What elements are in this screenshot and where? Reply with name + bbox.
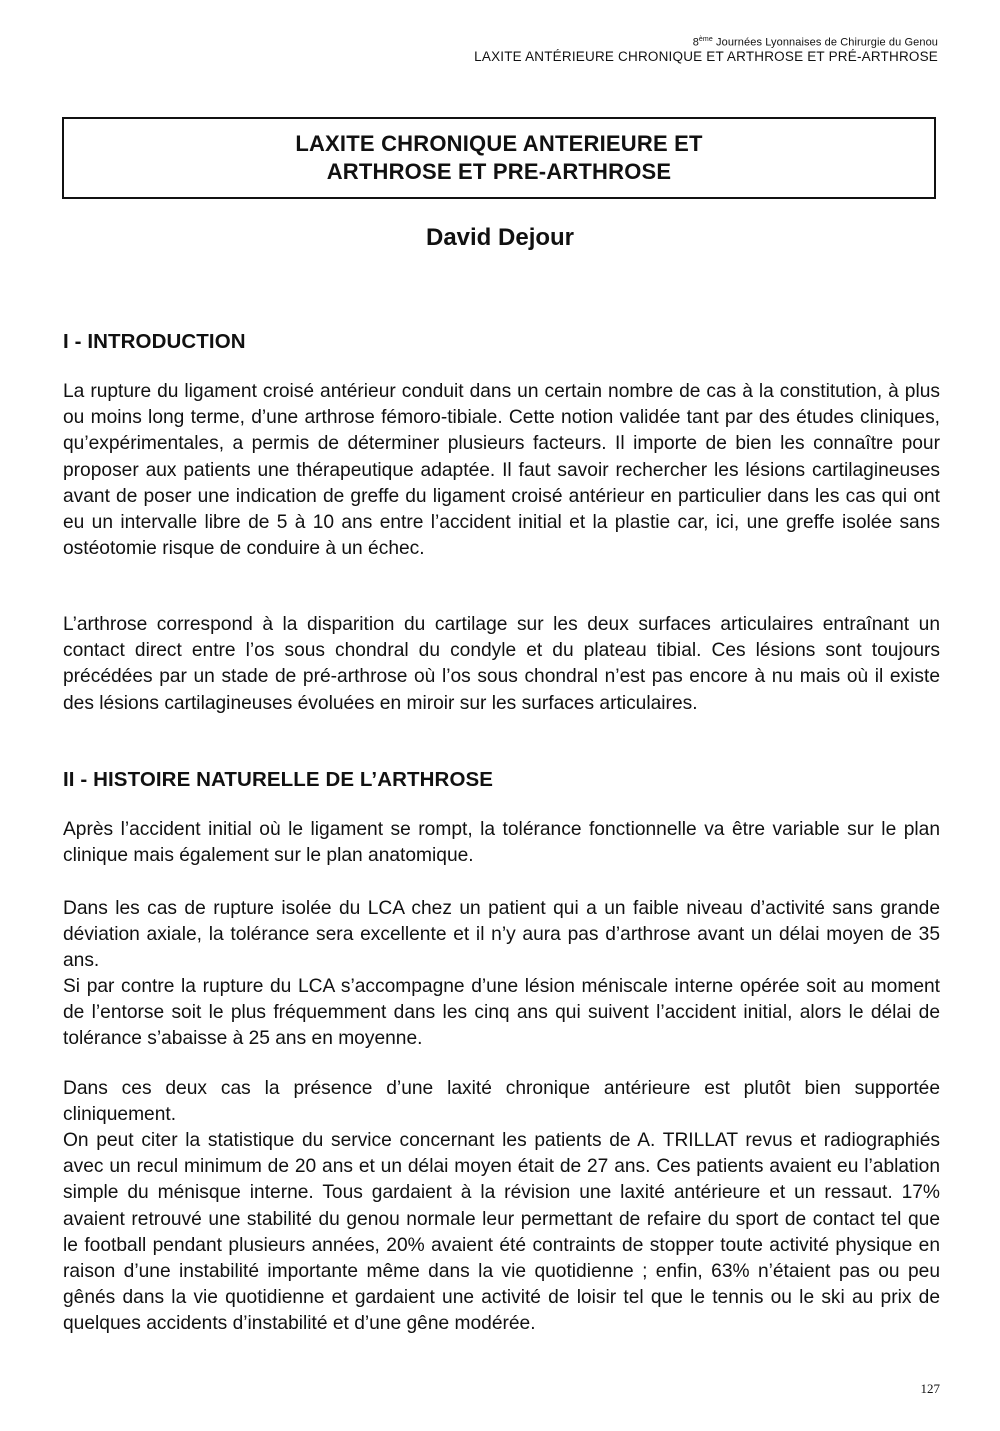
paragraph-intro-2: L’arthrose correspond à la disparition du cartilage sur les deux surfaces articulaires entraînant un contact direct entre l’os sous chondral du condyle et du plateau tibial. Ces lésions sont toujours précédées par un stade de pré-arthrose où l’os sous chondral n’est pas encore à nu mais où il existe des lésions cartilagineuses évoluées en miroir sur les surfaces articulaires.: [63, 614, 940, 714]
header-article-title: LAXITE ANTÉRIEURE CHRONIQUE ET ARTHROSE ET PRÉ-ARTHROSE: [474, 49, 938, 65]
paragraph-histoire-2: Dans les cas de rupture isolée du LCA chez un patient qui a un faible niveau d’activité sans grande déviation axiale, la tolérance sera excellente et il n’y aura pas d’arthrose avant un délai moyen de 35 ans.: [63, 898, 940, 972]
header-conference-line: [474, 36, 938, 49]
paragraph-intro-1: La rupture du ligament croisé antérieur conduit dans un certain nombre de cas à la constitution, à plus ou moins long terme, d’une arthrose fémoro-tibiale. Cette notion validée tant par des études cliniques, qu’expérimentales, a permis de déterminer plusieurs facteurs. Il importe de bien les connaître pour proposer aux patients une thérapeutique adaptée. Il faut savoir rechercher les lésions cartilagineuses avant de poser une indication de greffe du ligament croisé antérieur en particulier dans les cas qui ont eu un intervalle libre de 5 à 10 ans entre l’accident initial et la plastie car, ici, une greffe isolée sans ostéotomie risque de conduire à un échec.: [63, 381, 940, 560]
paragraph-histoire-5: On peut citer la statistique du service concernant les patients de A. TRILLAT revus et radiographiés avec un recul minimum de 20 ans et un délai moyen était de 27 ans. Ces patients avaient eu l’ablation simple du ménisque interne. Tous gardaient à la révision une laxité antérieure et un ressaut. 17% avaient retrouvé une stabilité du genou normale leur permettant de refaire du sport de contact tel que le football pendant plusieurs années, 20% avaient été contraints de stopper toute activité physique en raison d’une instabilité importante même dans la vie quotidienne ; enfin, 63% n’étaient pas ou peu gênés dans la vie quotidienne et gardaient une activité de loisir tel que le tennis ou le ski au prix de quelques accidents d’instabilité et d’une gêne modérée.: [63, 1130, 940, 1335]
header-conference-name: Journées Lyonnaises de Chirurgie du Genou: [712, 36, 938, 49]
title-line-1: LAXITE CHRONIQUE ANTERIEURE ET: [295, 131, 703, 156]
page-number: 127: [920, 1381, 940, 1396]
paragraph-histoire-3: Si par contre la rupture du LCA s’accompagne d’une lésion méniscale interne opérée soit au moment de l’entorse soit le plus fréquemment dans les cinq ans qui suivent l’accident initial, alors le délai de tolérance s’abaisse à 25 ans en moyenne.: [63, 976, 940, 1050]
header-edition-number: 8: [692, 36, 699, 49]
paragraph-histoire-1: Après l’accident initial où le ligament se rompt, la tolérance fonctionnelle va être variable sur le plan clinique mais également sur le plan anatomique.: [63, 819, 940, 867]
running-header: [474, 36, 938, 65]
section-heading-histoire: II - HISTOIRE NATURELLE DE L’ARTHROSE: [63, 768, 494, 791]
title-box: [62, 117, 936, 199]
header-edition-suffix: ème: [698, 36, 713, 43]
paragraph-histoire-4: Dans ces deux cas la présence d’une laxité chronique antérieure est plutôt bien supportée cliniquement.: [63, 1078, 940, 1126]
author-name: David Dejour: [425, 224, 575, 251]
title-line-2: ARTHROSE ET PRE-ARTHROSE: [326, 159, 672, 184]
section-heading-introduction: I - INTRODUCTION: [63, 330, 246, 353]
